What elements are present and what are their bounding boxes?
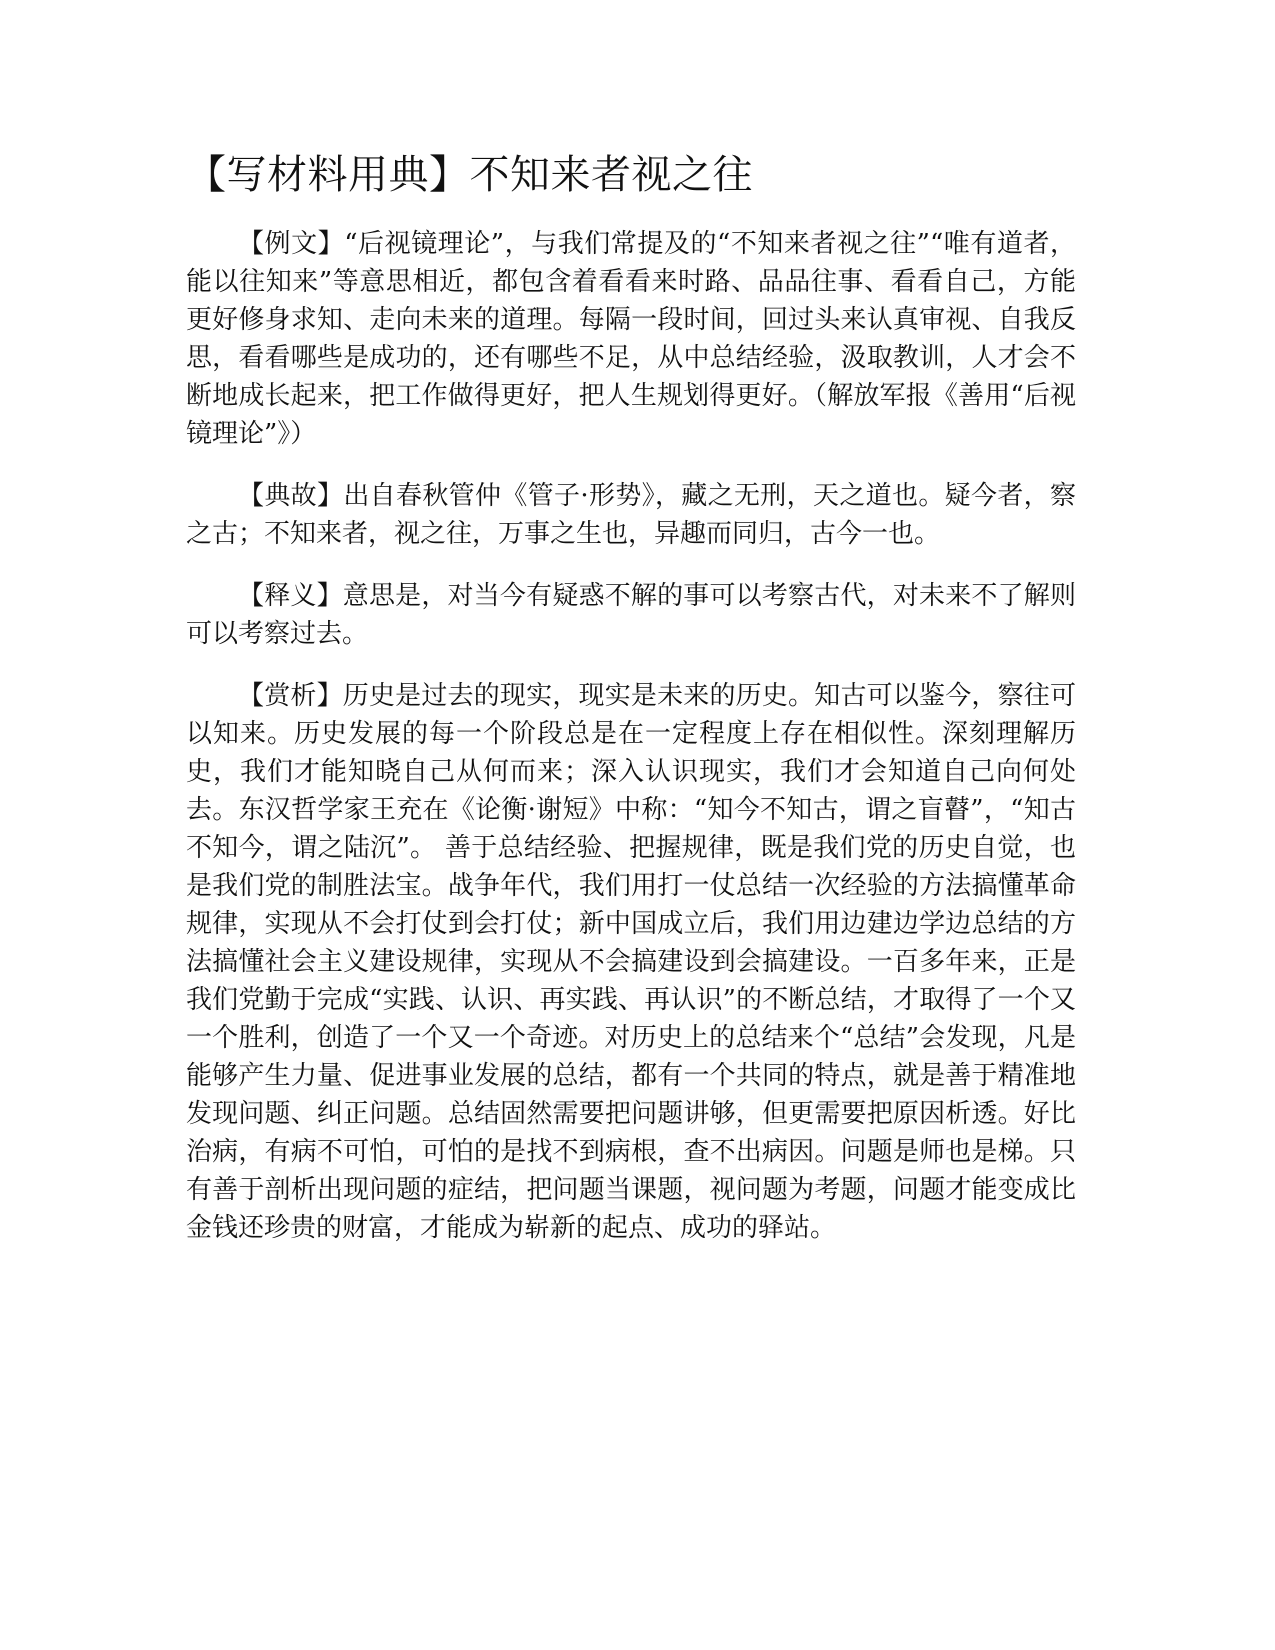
paragraph-allusion: 【典故】出自春秋管仲《管子·形势》，藏之无刑，天之道也。疑今者，察之古；不知来者，视之往，万事之生也，异趣而同归，古今一也。 bbox=[186, 481, 1076, 549]
document-page bbox=[186, 145, 1076, 1271]
document-title: 【写材料用典】不知来者视之往 bbox=[186, 152, 753, 198]
paragraph-example: 【例文】“后视镜理论”，与我们常提及的“不知来者视之往”“唯有道者，能以往知来”等意思相近，都包含着看看来时路、品品往事、看看自己，方能更好修身求知、走向未来的道理。每隔一段时间，回过头来认真审视、自我反思，看看哪些是成功的，还有哪些不足，从中总结经验，汲取教训，人才会不断地成长起来，把工作做得更好，把人生规划得更好。（解放军报《善用“后视镜理论”》） bbox=[186, 229, 1076, 449]
paragraph-analysis: 【赏析】历史是过去的现实，现实是未来的历史。知古可以鉴今，察往可以知来。历史发展的每一个阶段总是在一定程度上存在相似性。深刻理解历史，我们才能知晓自己从何而来；深入认识现实，我们才会知道自己向何处去。东汉哲学家王充在《论衡·谢短》中称：“知今不知古，谓之盲瞽”，“知古不知今，谓之陆沉”。 善于总结经验、把握规律，既是我们党的历史自觉，也是我们党的制胜法宝。战争年代，我们用打一仗总结一次经验的方法搞懂革命规律，实现从不会打仗到会打仗；新中国成立后，我们用边建边学边总结的方法搞懂社会主义建设规律，实现从不会搞建设到会搞建设。一百多年来，正是我们党勤于完成“实践、认识、再实践、再认识”的不断总结，才取得了一个又一个胜利，创造了一个又一个奇迹。对历史上的总结来个“总结”会发现，凡是能够产生力量、促进事业发展的总结，都有一个共同的特点，就是善于精准地发现问题、纠正问题。总结固然需要把问题讲够，但更需要把原因析透。好比治病，有病不可怕，可怕的是找不到病根，查不出病因。问题是师也是梯。只有善于剖析出现问题的症结，把问题当课题，视问题为考题，问题才能变成比金钱还珍贵的财富，才能成为崭新的起点、成功的驿站。 bbox=[186, 681, 1076, 1243]
paragraph-meaning: 【释义】意思是，对当今有疑惑不解的事可以考察古代，对未来不了解则可以考察过去。 bbox=[186, 581, 1076, 649]
